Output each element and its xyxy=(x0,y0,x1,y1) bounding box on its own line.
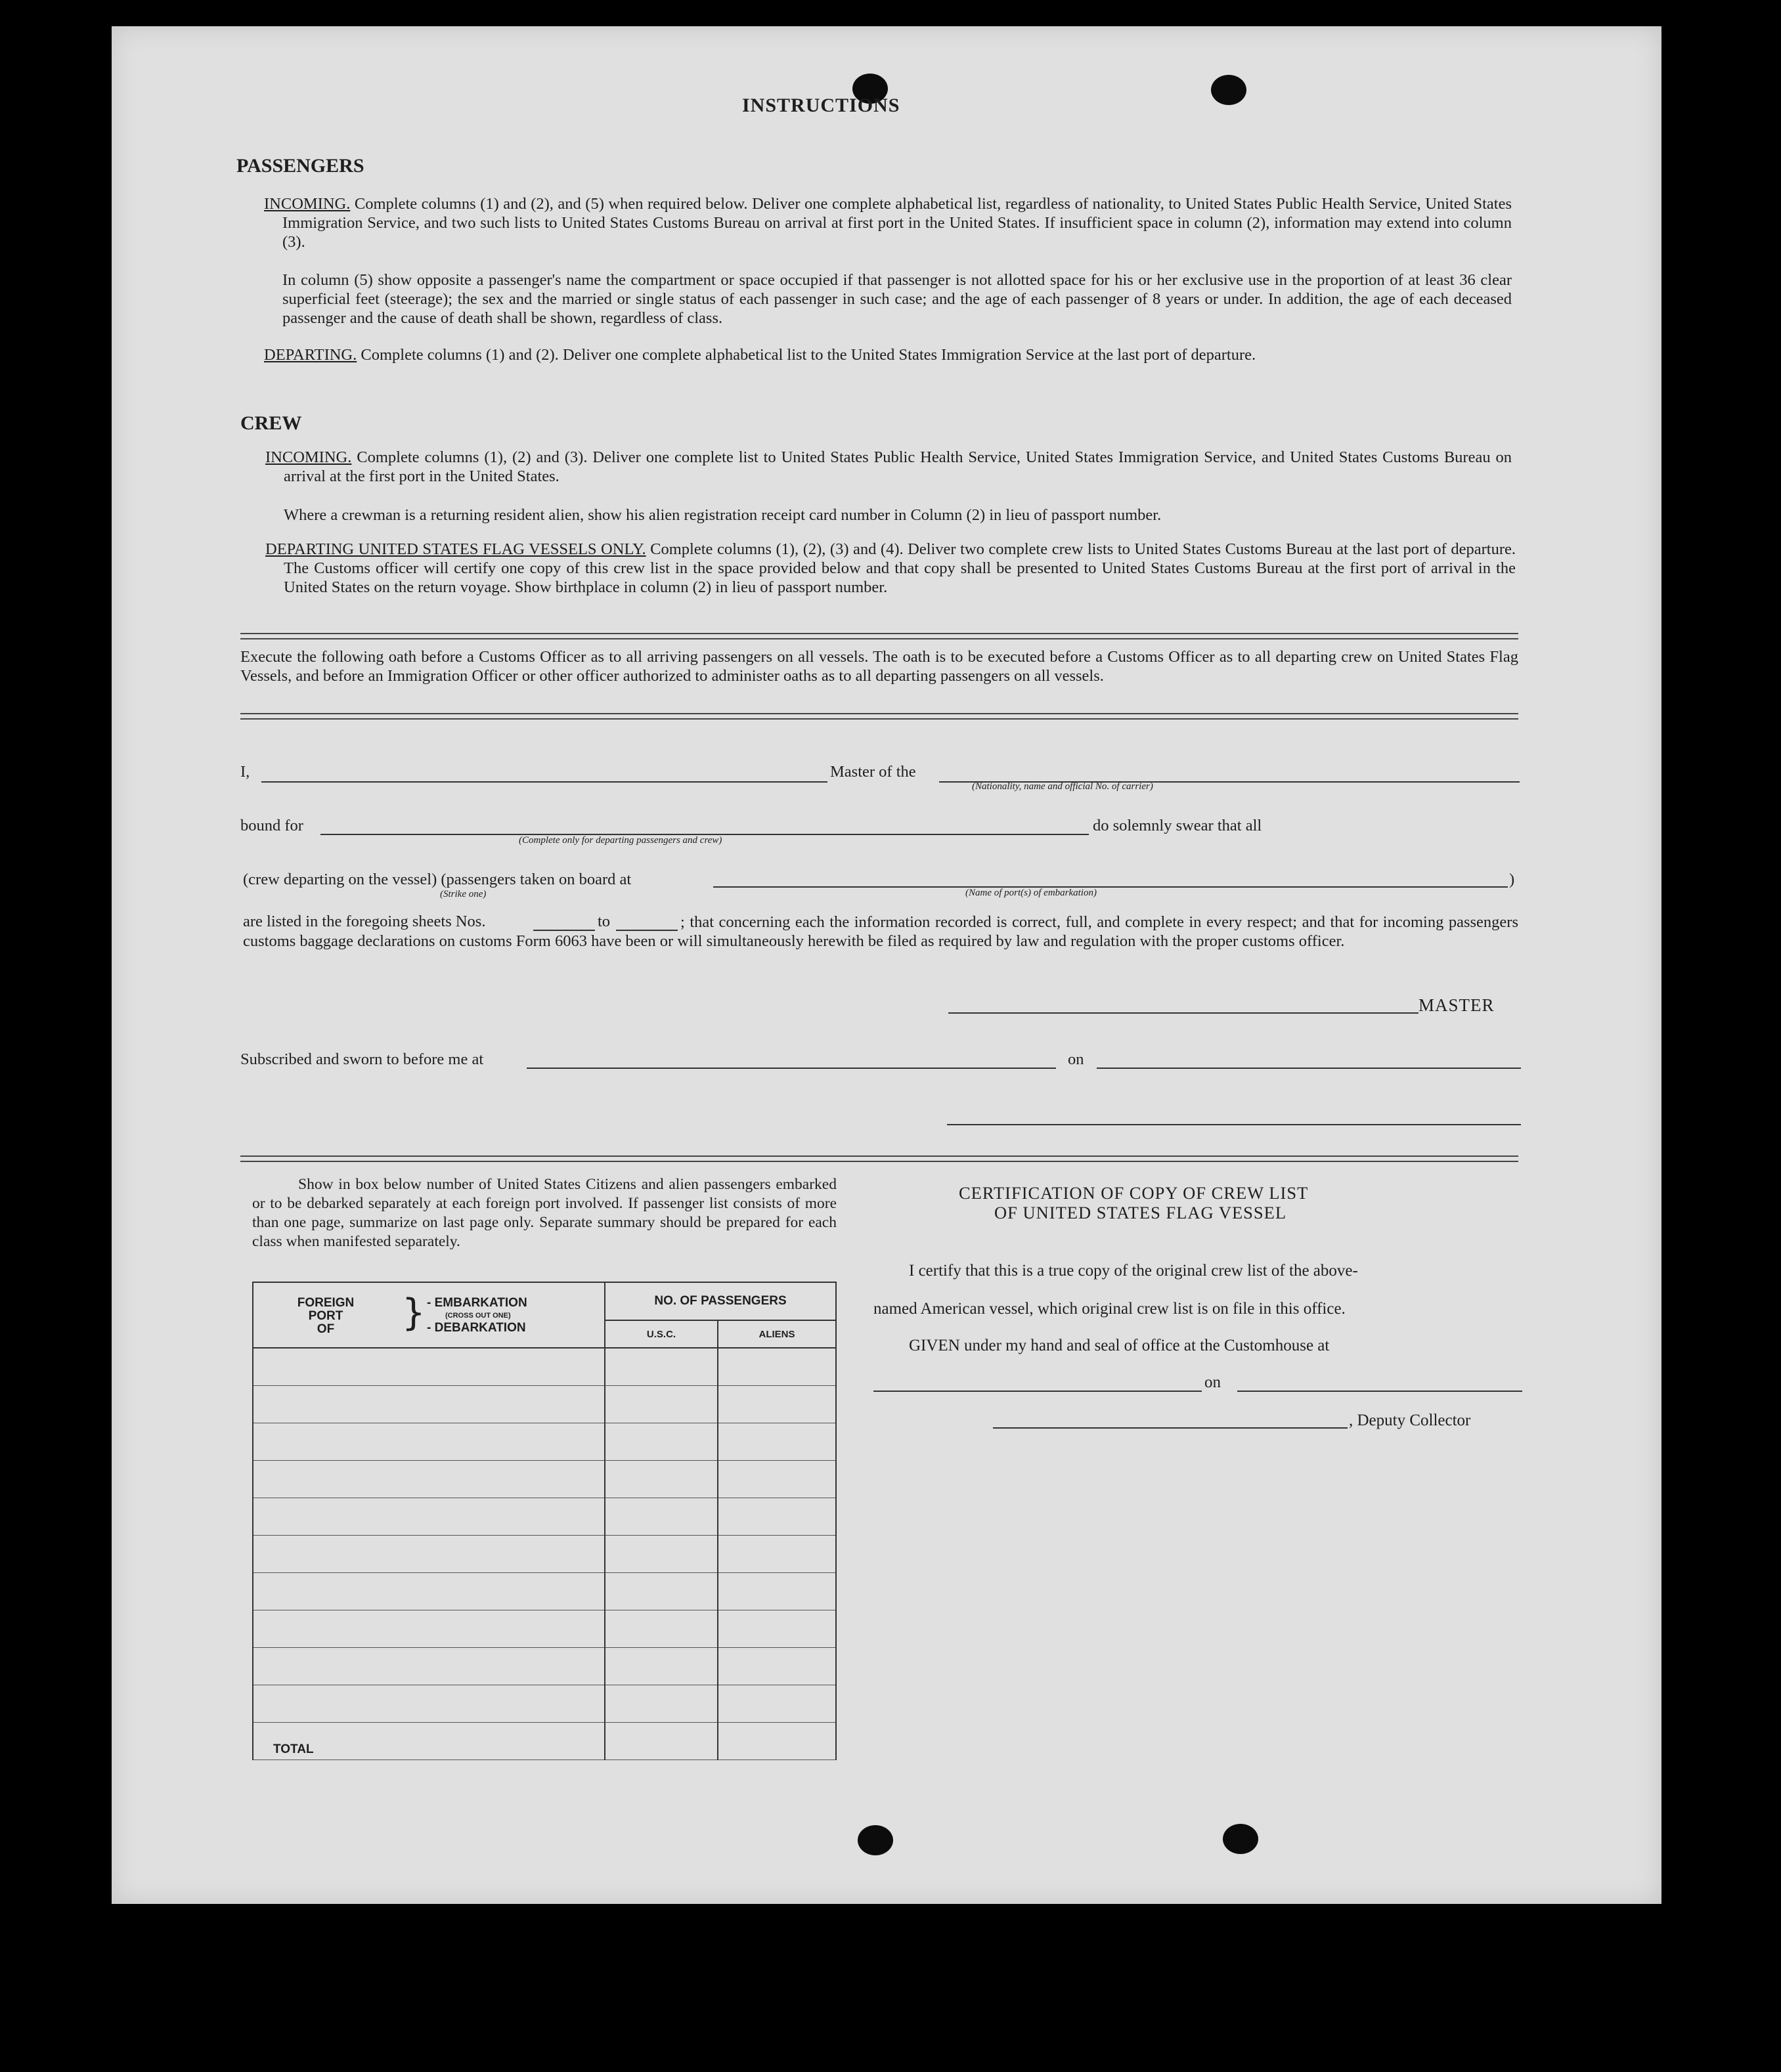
oath-instructions: Execute the following oath before a Customs Officer as to all arriving passengers on all vessels. The oath is to be executed before a Customs Officer as to all departing crew on United States Flag Vessels, and before an Immigration Officer or other officer authorized to administer oaths as to all departing passengers on all vessels. xyxy=(240,648,1518,685)
usc-cell[interactable] xyxy=(605,1461,718,1498)
passengers-incoming-label: INCOMING. xyxy=(264,195,351,213)
aliens-header: ALIENS xyxy=(718,1320,836,1348)
listed-sheets-continuation: ; that concerning each the information recorded is correct, full, and complete in every respect; and that for incoming passengers customs baggage declarations on customs Form 6063 have been or will simultaneously herewith be filed as required by law and regulation with the proper customs officer. xyxy=(243,913,1518,950)
officer-signature-field[interactable] xyxy=(947,1124,1521,1125)
sworn-on-label: on xyxy=(1068,1050,1084,1068)
port-cell[interactable] xyxy=(253,1573,605,1610)
ports-note: (Name of port(s) of embarkation) xyxy=(965,888,1097,898)
master-label: MASTER xyxy=(1418,995,1495,1015)
no-passengers-header: NO. OF PASSENGERS xyxy=(605,1282,836,1320)
usc-cell[interactable] xyxy=(605,1386,718,1423)
subscribed-label: Subscribed and sworn to before me at xyxy=(240,1050,484,1068)
punch-hole-bottom-right xyxy=(1223,1824,1258,1854)
section-divider-1 xyxy=(240,633,1518,639)
certification-on-label: on xyxy=(1204,1373,1221,1391)
page-title: INSTRUCTIONS xyxy=(742,95,900,116)
certification-title-1: CERTIFICATION OF COPY OF CREW LIST xyxy=(959,1183,1309,1203)
summary-instructions: Show in box below number of United States Citizens and alien passengers embarked or to be debarked separately at each foreign port involved. If passenger list consists of more than one page, summarize on last page only. Separate summary should be prepared for each class when manifested separately. xyxy=(252,1176,837,1250)
usc-cell[interactable] xyxy=(605,1423,718,1461)
usc-total-cell[interactable] xyxy=(605,1723,718,1760)
port-cell[interactable] xyxy=(253,1610,605,1648)
sworn-at-field[interactable] xyxy=(527,1068,1056,1069)
document-page xyxy=(112,26,1661,1904)
aliens-cell[interactable] xyxy=(718,1498,836,1536)
crew-incoming-paragraph xyxy=(265,448,1512,486)
passengers-departing-paragraph xyxy=(264,345,1512,364)
bound-for-label: bound for xyxy=(240,817,303,834)
crew-departing-label-text: (crew departing on the vessel) (passengers taken on board at xyxy=(243,871,632,888)
sworn-date-field[interactable] xyxy=(1097,1068,1521,1069)
master-name-field[interactable] xyxy=(261,781,827,783)
aliens-cell[interactable] xyxy=(718,1348,836,1386)
listed-sheets-label: are listed in the foregoing sheets Nos. xyxy=(243,913,486,930)
total-label: TOTAL xyxy=(273,1742,314,1756)
passengers-departing-label: DEPARTING. xyxy=(264,346,357,364)
usc-cell[interactable] xyxy=(605,1648,718,1685)
strike-one-note: (Strike one) xyxy=(440,889,487,899)
passengers-column5-paragraph: In column (5) show opposite a passenger's name the compartment or space occupied if that passenger is not allotted space for his or her exclusive use in the proportion of at least 36 clear superficial feet (steerage); the sex and the married or single status of each passenger in such case; and the age of each passenger of 8 years or under. In addition, the age of each deceased passenger and the cause of death shall be shown, regardless of class. xyxy=(282,271,1512,327)
port-cell[interactable] xyxy=(253,1648,605,1685)
of-label: OF xyxy=(317,1322,335,1336)
passengers-heading: PASSENGERS xyxy=(236,155,364,177)
oath-i-label: I, xyxy=(240,763,250,781)
certification-line-1: I certify that this is a true copy of the original crew list of the above- xyxy=(909,1262,1358,1280)
foreign-label: FOREIGN xyxy=(297,1296,355,1310)
aliens-cell[interactable] xyxy=(718,1685,836,1723)
crew-heading: CREW xyxy=(240,412,302,434)
aliens-cell[interactable] xyxy=(718,1423,836,1461)
deputy-signature-field[interactable] xyxy=(993,1427,1348,1429)
complete-only-note: (Complete only for departing passengers and crew) xyxy=(519,835,722,846)
port-cell[interactable] xyxy=(253,1348,605,1386)
aliens-cell[interactable] xyxy=(718,1461,836,1498)
master-of-label: Master of the xyxy=(830,763,916,781)
brace: } xyxy=(402,1291,426,1334)
usc-cell[interactable] xyxy=(605,1536,718,1573)
aliens-cell[interactable] xyxy=(718,1610,836,1648)
embarkation-label: - EMBARKATION xyxy=(427,1296,527,1310)
punch-hole-top-right xyxy=(1211,75,1246,105)
close-paren: ) xyxy=(1509,871,1515,888)
aliens-total-cell[interactable] xyxy=(718,1723,836,1760)
certification-line-3: GIVEN under my hand and seal of office at the Customhouse at xyxy=(909,1337,1330,1354)
customhouse-field[interactable] xyxy=(873,1391,1202,1392)
certification-line-2: named American vessel, which original crew list is on file in this office. xyxy=(873,1300,1346,1318)
aliens-cell[interactable] xyxy=(718,1573,836,1610)
port-cell[interactable] xyxy=(253,1423,605,1461)
usc-cell[interactable] xyxy=(605,1573,718,1610)
port-cell[interactable] xyxy=(253,1685,605,1723)
nationality-note: (Nationality, name and official No. of carrier) xyxy=(972,781,1153,792)
usc-cell[interactable] xyxy=(605,1610,718,1648)
port-cell[interactable] xyxy=(253,1498,605,1536)
section-divider-2 xyxy=(240,713,1518,720)
passengers-departing-text: Complete columns (1) and (2). Deliver one complete alphabetical list to the United States Immigration Service at the last port of departure. xyxy=(361,346,1256,364)
listed-sheets-text xyxy=(243,913,1518,951)
crew-resident-paragraph: Where a crewman is a returning resident alien, show his alien registration receipt card number in Column (2) in lieu of passport number. xyxy=(284,506,1162,524)
passenger-summary-table xyxy=(252,1282,837,1760)
crew-departing-text: Complete columns (1), (2), (3) and (4). Deliver two complete crew lists to United States Customs Bureau at the last port of departure. The Customs officer will certify one copy of this crew list in the space provided below and that copy shall be presented to United States Customs Bureau at the first port of arrival in the United States on the return voyage. Show birthplace in column (2) in lieu of passport number. xyxy=(284,540,1516,596)
usc-cell[interactable] xyxy=(605,1348,718,1386)
cross-out-note: (CROSS OUT ONE) xyxy=(445,1312,511,1320)
ports-field[interactable] xyxy=(713,886,1508,888)
crew-incoming-label: INCOMING. xyxy=(265,448,352,466)
certification-title-2: OF UNITED STATES FLAG VESSEL xyxy=(994,1203,1286,1222)
aliens-cell[interactable] xyxy=(718,1648,836,1685)
usc-cell[interactable] xyxy=(605,1498,718,1536)
usc-header: U.S.C. xyxy=(605,1320,718,1348)
listed-to-label: to xyxy=(598,913,611,930)
crew-incoming-text: Complete columns (1), (2) and (3). Deliver one complete list to United States Public Health Service, United States Immigration Service, and United States Customs Bureau on arrival at the first port in the United States. xyxy=(284,448,1512,485)
port-cell[interactable] xyxy=(253,1536,605,1573)
master-signature-field[interactable] xyxy=(948,1012,1418,1014)
port-cell[interactable] xyxy=(253,1461,605,1498)
port-cell[interactable] xyxy=(253,1386,605,1423)
port-label: PORT xyxy=(308,1309,343,1323)
debarkation-label: - DEBARKATION xyxy=(427,1321,526,1335)
passengers-incoming-paragraph xyxy=(264,194,1512,251)
certification-date-field[interactable] xyxy=(1237,1391,1522,1392)
total-cell xyxy=(253,1723,605,1760)
section-divider-3 xyxy=(240,1155,1518,1162)
punch-hole-bottom-left xyxy=(858,1825,893,1855)
aliens-cell[interactable] xyxy=(718,1536,836,1573)
swear-label: do solemnly swear that all xyxy=(1093,817,1262,834)
crew-departing-label: DEPARTING UNITED STATES FLAG VESSELS ONLY. xyxy=(265,540,646,558)
passengers-incoming-text: Complete columns (1) and (2), and (5) when required below. Deliver one complete alphabetical list, regardless of nationality, to United States Public Health Service, United States Immigration Service, and two such lists to United States Customs Bureau on arrival at first port in the United States. If insufficient space in column (2), information may extend into column (3). xyxy=(282,195,1512,251)
deputy-collector-label: , Deputy Collector xyxy=(1349,1412,1471,1429)
aliens-cell[interactable] xyxy=(718,1386,836,1423)
crew-departing-paragraph xyxy=(265,540,1516,597)
usc-cell[interactable] xyxy=(605,1685,718,1723)
port-header-cell xyxy=(253,1282,605,1348)
